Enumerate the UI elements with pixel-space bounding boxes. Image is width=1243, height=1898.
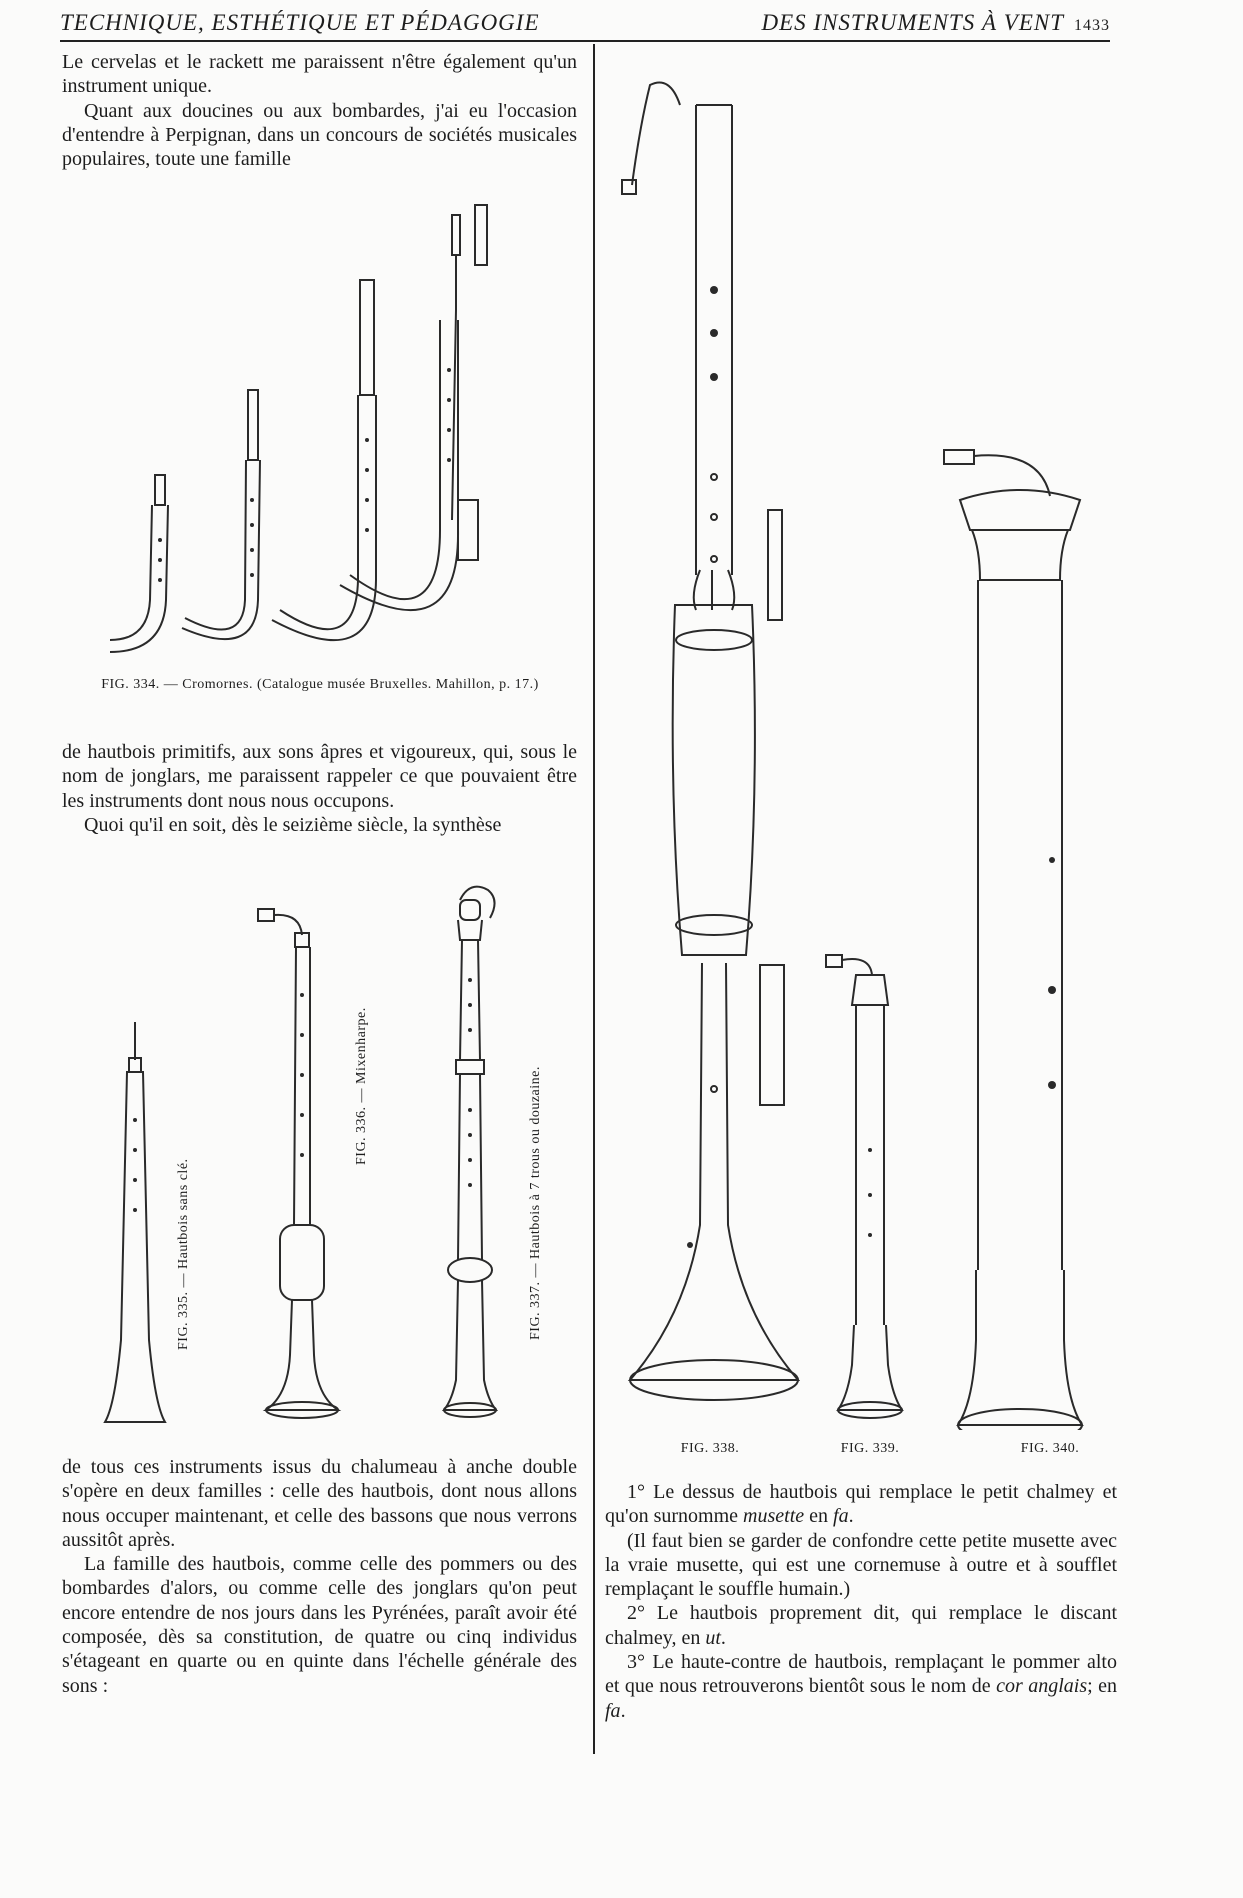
figure-336-caption: FIG. 336. — Mixenharpe.	[354, 1007, 369, 1165]
cromorne-3	[272, 280, 376, 640]
paragraph-famille-hautbois: La famille des hautbois, comme celle des pommers ou des bombardes d'alors, ou comme celle des jonglars qu'on peut encore entendre de nos jours dans les Pyrénées, paraît avoir été composée, dès sa constitution, de quatre ou cinq individus s'étageant en quarte ou en quinte dans l'échelle générale des sons :	[62, 1553, 577, 1697]
paragraph-doucines: Quant aux doucines ou aux bombardes, j'ai eu l'occasion d'entendre à Perpignan, dans un concours de sociétés musicales populaires, toute une famille	[62, 99, 577, 171]
figure-337-caption: FIG. 337. — Hautbois à 7 trous ou douzaine.	[528, 1066, 543, 1340]
right-text	[605, 1480, 1117, 1723]
figure-336-mixenharpe	[250, 905, 350, 1435]
running-header	[60, 10, 1110, 40]
figure-338-hautbois	[620, 65, 800, 1425]
figure-340-haute-contre	[930, 440, 1110, 1430]
figure-335-caption: FIG. 335. — Hautbois sans clé.	[176, 1158, 191, 1350]
left-text-bottom	[62, 1455, 577, 1698]
paragraph-synthese: Quoi qu'il en soit, dès le seizième siècle, la synthèse	[84, 813, 502, 836]
column-divider	[593, 44, 595, 1754]
cromorne-2	[182, 390, 260, 639]
header-right-text: DES INSTRUMENTS À VENT	[761, 10, 1064, 35]
item-dessus: 1° Le dessus de hautbois qui remplace le petit chalmey et qu'on surnomme musette en fa.	[605, 1481, 1117, 1528]
figure-334-cromornes	[100, 200, 560, 655]
figure-339-hautbois	[820, 945, 920, 1425]
figure-338-caption: FIG. 338.	[680, 1441, 740, 1456]
paragraph-cervelas: Le cervelas et le rackett me paraissent n'être également qu'un instrument unique.	[62, 51, 577, 98]
cromorne-4	[340, 205, 487, 610]
figure-339-caption: FIG. 339.	[840, 1441, 900, 1456]
paragraph-deux-familles: de tous ces instruments issus du chalumeau à anche double s'opère en deux familles : celle des hautbois, dont nous allons nous occuper maintenant, et celle des bassons que nous verrons aussitôt après.	[62, 1456, 577, 1551]
figure-337-hautbois-7-trous	[430, 880, 510, 1430]
cromorne-1	[110, 475, 168, 652]
header-title-left: TECHNIQUE, ESTHÉTIQUE ET PÉDAGOGIE	[60, 10, 540, 35]
item-haute-contre: 3° Le haute-contre de hautbois, remplaçant le pommer alto et que nous retrouverons bientôt sous le nom de cor anglais; en fa.	[605, 1651, 1117, 1722]
note-musette: (Il faut bien se garder de confondre cette petite musette avec la vraie musette, qui est une cornemuse à outre et à soufflet remplaçant le souffle humain.)	[605, 1529, 1117, 1601]
page-number: 1433	[1074, 17, 1110, 34]
figure-334-caption: FIG. 334. — Cromornes. (Catalogue musée Bruxelles. Mahillon, p. 17.)	[101, 677, 539, 692]
item-hautbois: 2° Le hautbois proprement dit, qui remplace le discant chalmey, en ut.	[605, 1602, 1117, 1649]
left-text-middle	[62, 740, 577, 837]
left-text-top	[62, 50, 577, 171]
figure-335-hautbois	[95, 1010, 175, 1430]
header-rule	[60, 40, 1110, 42]
figure-340-caption: FIG. 340.	[1020, 1441, 1080, 1456]
paragraph-hautbois-primitifs: de hautbois primitifs, aux sons âpres et vigoureux, qui, sous le nom de jonglars, me paraissent rappeler ce que pouvaient être les instruments dont nous nous occupons.	[62, 741, 577, 812]
header-title-right	[762, 10, 1110, 36]
